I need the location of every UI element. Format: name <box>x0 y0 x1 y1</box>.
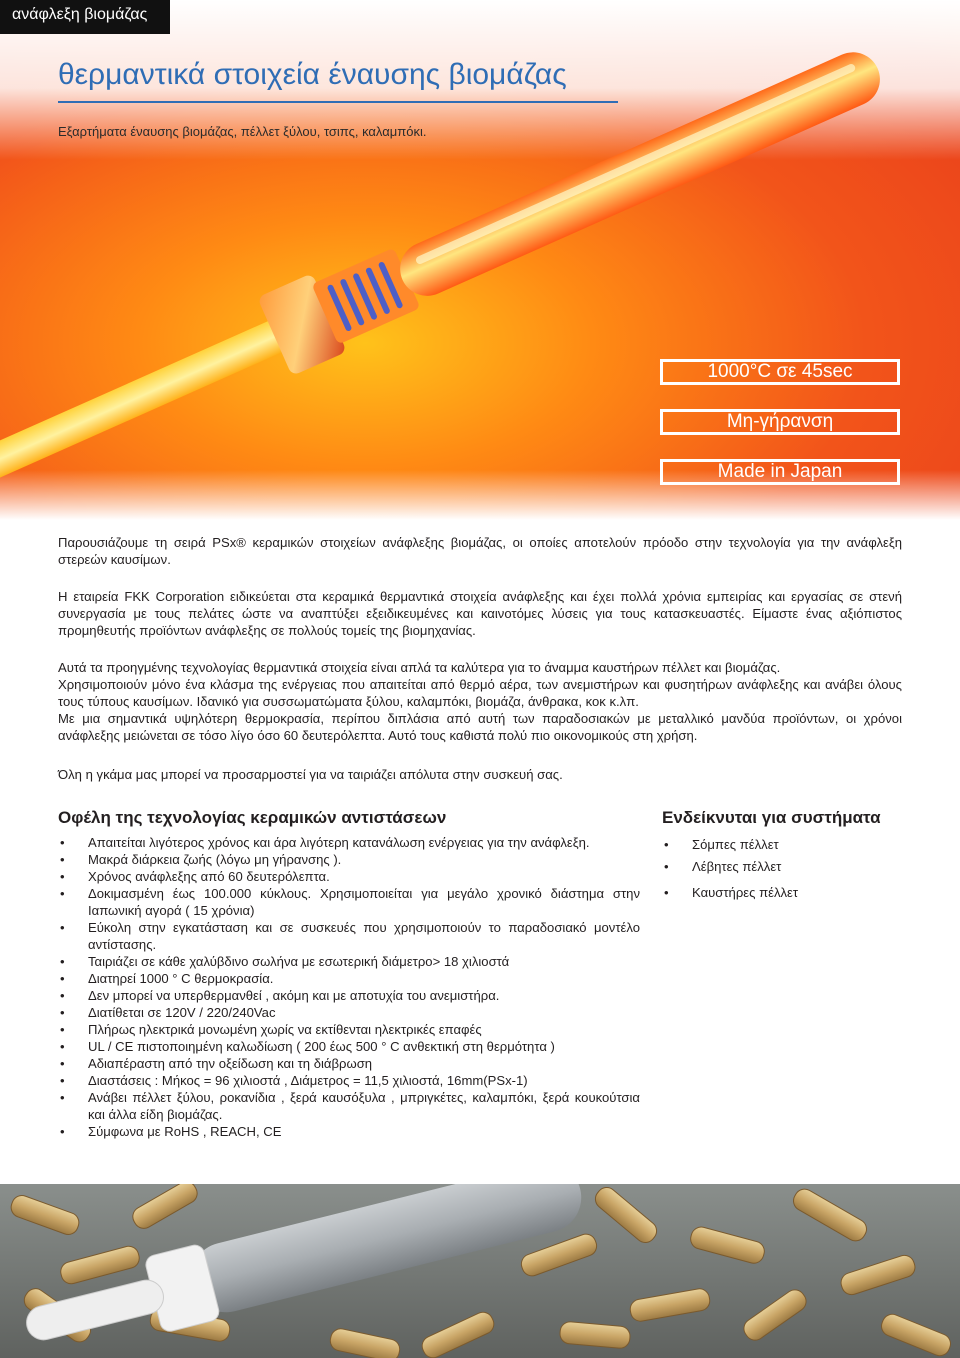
list-item: • Διαστάσεις : Μήκος = 96 χιλιοστά , Διάμετρος = 11,5 χιλιοστά, 16mm(PSx-1) <box>58 1072 640 1089</box>
pellets-with-heater-illustration <box>0 1184 960 1358</box>
technology-text-1: Αυτά τα προηγμένης τεχνολογίας θερμαντικά στοιχεία είναι απλά τα καλύτερα για το άναμμα καυστήρων πέλλετ και βιομάζας. <box>58 660 781 675</box>
list-item: • Δεν μπορεί να υπερθερμανθεί , ακόμη και με αποτυχία του ανεμιστήρα. <box>58 987 640 1004</box>
list-item: • Διατίθεται σε 120V / 220/240Vac <box>58 1004 640 1021</box>
badge-temperature: 1000°C σε 45sec <box>660 359 900 385</box>
badge-made-in-japan: Made in Japan <box>660 459 900 485</box>
company-text: Η εταιρεία FKK Corporation ειδικεύεται στα κεραμικά θερμαντικά στοιχεία ανάφλεξης και έχει πολλά χρόνια εμπειρίας και εργασίας σε στενή συνεργασία με τους πελάτες ώστε να αναπτύξει εξειδικευμένες και καινοτόμες λύσεις για τους κατασκευαστές. Είμαστε ένας αξιόπιστος προμηθευτής προϊόντων ανάφλεξης σε πολλούς τομείς της βιομηχανίας. <box>58 589 902 638</box>
systems-list <box>662 834 902 904</box>
list-item: • Σόμπες πέλλετ <box>662 834 902 856</box>
list-item: • Μακρά διάρκεια ζωής (λόγω μη γήρανσης ). <box>58 851 640 868</box>
badge-non-aging: Μη-γήρανση <box>660 409 900 435</box>
page-title: θερμαντικά στοιχεία έναυσης βιομάζας <box>58 58 567 91</box>
list-item: • Ταιριάζει σε κάθε χαλύβδινο σωλήνα με εσωτερική διάμετρο> 18 χιλιοστά <box>58 953 640 970</box>
list-item: • UL / CE πιστοποιημένη καλωδίωση ( 200 έως 500 ° C ανθεκτική στη θερμότητα ) <box>58 1038 640 1055</box>
list-item: • Απαιτείται λιγότερος χρόνος και άρα λιγότερη κατανάλωση ενέργειας για την ανάφλεξη. <box>58 834 640 851</box>
list-item: • Διατηρεί 1000 ° C θερμοκρασία. <box>58 970 640 987</box>
customization-paragraph <box>58 766 902 783</box>
systems-heading: Ενδείκνυται για συστήματα <box>662 808 881 827</box>
pellets-photo <box>0 1184 960 1358</box>
intro-paragraph <box>58 534 902 568</box>
title-underline <box>58 101 618 103</box>
page-subtitle: Εξαρτήματα έναυσης βιομάζας, πέλλετ ξύλου, τσιπς, καλαμπόκι. <box>58 124 427 139</box>
list-item: • Εύκολη στην εγκατάσταση και σε συσκευές που χρησιμοποιούν το παραδοσιακό μοντέλο αντίστασης. <box>58 919 640 953</box>
category-tag: ανάφλεξη βιομάζας <box>0 0 170 34</box>
benefits-list <box>58 834 640 1140</box>
list-item: • Δοκιμασμένη έως 100.000 κύκλους. Χρησιμοποιείται για μεγάλο χρονικό διάστημα στην Ιαπωνική αγορά ( 15 χρόνια) <box>58 885 640 919</box>
technology-text-3: Με μια σημαντικά υψηλότερη θερμοκρασία, περίπου διπλάσια από αυτή των παραδοσιακών με μεταλλικό μανδύα προϊόντων, οι χρόνοι ανάφλεξης μειώνεται σε τόσο λίγο όσο 60 δευτερόλεπτα. Αυτό τους καθιστά πολύ πιο οικονομικούς στη χρήση. <box>58 711 902 743</box>
intro-text: Παρουσιάζουμε τη σειρά PSx® κεραμικών στοιχείων ανάφλεξης βιομάζας, οι οποίες αποτελούν πρόοδο στην τεχνολογία για την ανάφλεξη στερεών καυσίμων. <box>58 535 902 567</box>
list-item: • Καυστήρες πέλλετ <box>662 882 902 904</box>
list-item: • Ανάβει πέλλετ ξύλου, ροκανίδια , ξερά καυσόξυλα , μπριγκέτες, καλαμπόκι, ξερά κουκούτσια και άλλα είδη βιομάζας. <box>58 1089 640 1123</box>
customization-text: Όλη η γκάμα μας μπορεί να προσαρμοστεί για να ταιριάζει απόλυτα στην συσκευή σας. <box>58 767 563 782</box>
technology-paragraph <box>58 659 902 744</box>
company-paragraph <box>58 588 902 639</box>
technology-text-2: Χρησιμοποιούν μόνο ένα κλάσμα της ενέργειας που απαιτείται από θερμό αέρα, των ανεμιστήρων και φυσητήρων ανάφλεξης και ανάβει όλους τους τύπους καυσίμων. Ιδανικό για συσσωματώματα ξύλου, καλαμπόκι, βιομάζα, άνθρακα, κοκ κ.λπ. <box>58 677 902 709</box>
list-item: • Χρόνος ανάφλεξης από 60 δευτερόλεπτα. <box>58 868 640 885</box>
list-item: • Πλήρως ηλεκτρικά μονωμένη χωρίς να εκτίθενται ηλεκτρικές επαφές <box>58 1021 640 1038</box>
list-item: • Σύμφωνα με RoHS , REACH, CE <box>58 1123 640 1140</box>
list-item: • Λέβητες πέλλετ <box>662 856 902 878</box>
list-item: • Αδιαπέραστη από την οξείδωση και τη διάβρωση <box>58 1055 640 1072</box>
benefits-heading: Οφέλη της τεχνολογίας κεραμικών αντιστάσεων <box>58 808 447 827</box>
